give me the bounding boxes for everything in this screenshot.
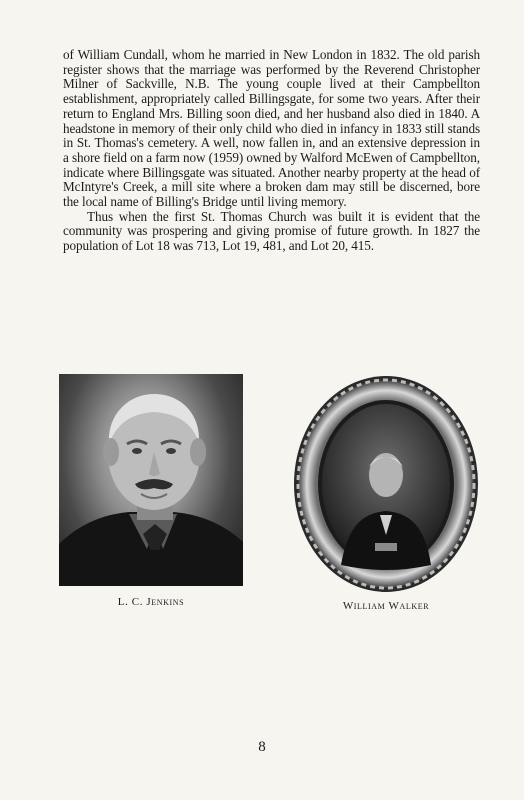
- caption-walker: William Walker: [342, 600, 430, 612]
- body-text: [63, 48, 480, 254]
- portrait-photo-jenkins: [59, 374, 243, 586]
- page-number: 8: [258, 739, 266, 755]
- paragraph-2: Thus when the first St. Thomas Church was built it is evident that the community was prospering and giving promise of future growth. In 1827 the population of Lot 18 was 713, Lot 19, 481, and Lot 20, 415.: [63, 208, 480, 254]
- paragraph-1: of William Cundall, whom he married in New London in 1832. The old parish register shows that the marriage was performed by the Reverend Christopher Milner of Sackville, N.B. The young couple lived at their Campbellton establishment, appropriately called Billingsgate, for some two years. After their return to England Mrs. Billing soon died, and her husband also died in 1840. A headstone in memory of their only child who died in infancy in 1833 still stands in St. Thomas's cemetery. A well, now fallen in, and an extensive depression in a shore field on a farm now (1959) owned by Walford McEwen of Campbellton, indicate where Billingsgate was situated. Another nearby property at the head of McIntyre's Creek, a mill site where a broken dam may still be discerned, bore the local name of Billing's Bridge until living memory.: [63, 47, 480, 210]
- caption-jenkins: L. C. Jenkins: [117, 596, 185, 608]
- framed-portrait-walker: [293, 375, 479, 593]
